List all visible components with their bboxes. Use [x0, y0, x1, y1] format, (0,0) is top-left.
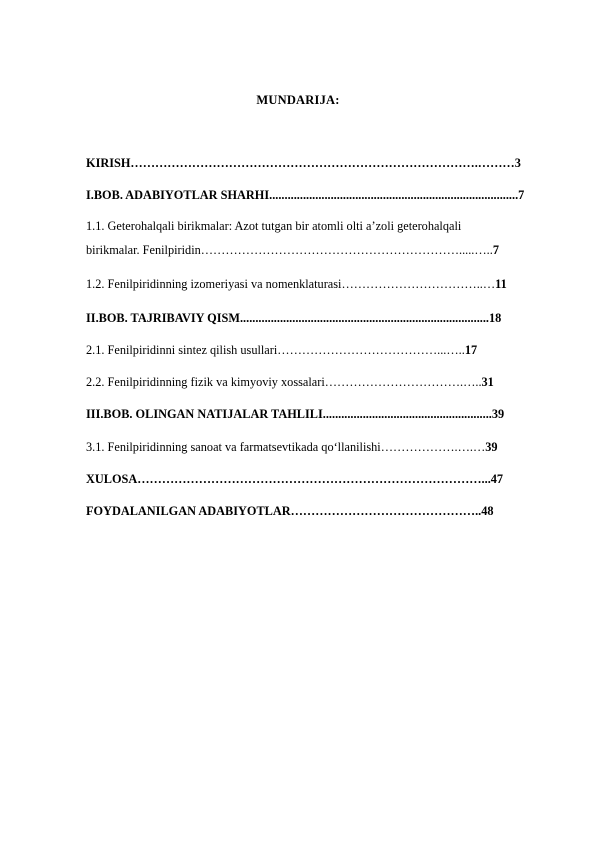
toc-entry-2-1	[86, 343, 477, 357]
toc-entry-1-1	[86, 214, 556, 262]
toc-entry-1-2	[86, 277, 507, 291]
toc-entry-2-1-text: 2.1. Fenilpiridinni sintez qilish usullari…………………………………...…..	[86, 343, 465, 357]
toc-entry-1-2-text: 1.2. Fenilpiridinning izomeriyasi va nomenklaturasi……………………………..…	[86, 277, 496, 291]
toc-entry-1-1-line2: birikmalar. Fenilpiridin……………………………………………………….....…..	[86, 243, 493, 257]
toc-entry-3-1-text: 3.1. Fenilpiridinning sanoat va farmatsevtikada qo‘llanilishi……………….….…	[86, 440, 486, 454]
toc-entry-3-1	[86, 440, 498, 454]
toc-entry-1-2-page: 11	[495, 277, 507, 291]
page-title: MUNDARIJA:	[256, 93, 340, 107]
toc-entry-2-2-page: 31	[481, 375, 494, 389]
toc-entry-xulosa: XULOSA…………………………………………………………………………...47	[86, 472, 504, 486]
toc-entry-1-1-page: 7	[492, 243, 499, 257]
toc-entry-2-2-text: 2.2. Fenilpiridinning fizik va kimyoviy xossalari…………………………….…..	[86, 375, 482, 389]
toc-entry-chapter-2: II.BOB. TAJRIBAVIY QISM.................................................................................18	[86, 311, 502, 325]
toc-entry-1-1-line1: 1.1. Geterohalqali birikmalar: Azot tutgan bir atomli olti a’zoli geterohalqali	[86, 219, 462, 233]
toc-entry-chapter-1: I.BOB. ADABIYOTLAR SHARHI.................................................................................7	[86, 188, 525, 202]
toc-entry-kirish: KIRISH………………………………………………………………………….………3	[86, 156, 521, 170]
toc-entry-2-1-page: 17	[464, 343, 478, 357]
toc-entry-chapter-3: III.BOB. OLINGAN NATIJALAR TAHLILI.......................................................39	[86, 407, 505, 421]
toc-entry-3-1-page: 39	[485, 440, 498, 454]
toc-entry-adabiyotlar: FOYDALANILGAN ADABIYOTLAR………………………………………..48	[86, 504, 494, 518]
toc-entry-2-2	[86, 375, 494, 389]
